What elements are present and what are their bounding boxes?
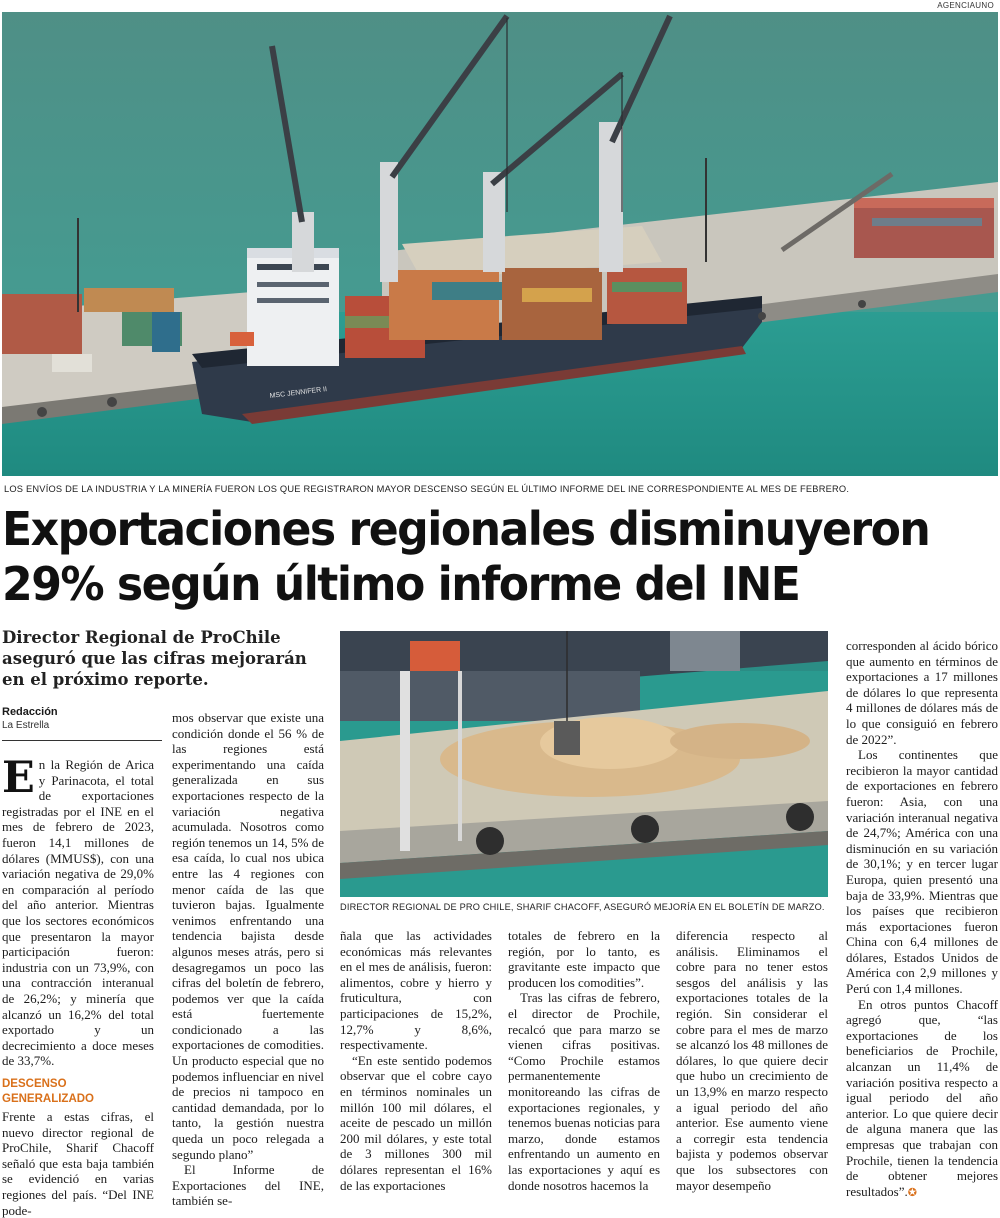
photo-credit: AGENCIAUNO [937,1,994,10]
byline-divider [2,740,162,741]
paragraph [2,753,154,1069]
section-subhead: DESCENSO GENERALIZADO [2,1077,94,1106]
paragraph-text: n la Región de Arica y Parinacota, el total de exportaciones registradas por el INE en el mes de febrero de 2023, fueron 14,1 millones de dólares (MMUS$), con una variación negativa de 29,0% en comparación al período del año anterior. Mientras que los sectores económicos que presentaron la mayor participación fueron: industria con un 73,9%, con una contracción interanual de 26,2%; y minería que alcanzó un 16,2% del total exportado y un decrecimiento a doce meses de 33,7%. [2,757,154,1069]
headline-line-1: Exportaciones regionales disminuyeron [2,502,930,556]
article-column-3 [340,928,492,1193]
paragraph [846,997,998,1201]
article-column-4 [508,928,660,1193]
paragraph: ñala que las actividades económicas más relevantes en el mes de análisis, fueron: alimentos, cobre y hierro y fruticultura, con participaciones de 15,2%, 12,7% y 8,6%, respectivamente. [340,928,492,1053]
paragraph: diferencia respecto al análisis. Eliminamos el cobre para no tener estos sesgos del análisis y las exportaciones totales de la región. Sin considerar el cobre para el mes de marzo se alcanzó los 48 millones de dólares, lo que quiere decir que hubo un crecimiento de un 13,9% en marzo respecto a igual periodo del año anterior. Ese aumento viene a corregir esta tendencia bajista y podemos observar que los subsectores con mayor desempeño [676,928,828,1193]
byline-author: Redacción [2,706,58,718]
second-photo-caption: DIRECTOR REGIONAL DE PRO CHILE, SHARIF CHACOFF, ASEGURÓ MEJORÍA EN EL BOLETÍN DE MARZO. [340,902,825,912]
second-photo [340,631,828,897]
article-column-5 [676,928,828,1193]
byline-publication: La Estrella [2,720,50,731]
paragraph: “En este sentido podemos observar que el cobre cayo en términos nominales un millón 100 mil dólares, el aceite de pescado un millón 200 mil dólares, y este total de 3 millones 300 mil dólares representan el 16% de las exportaciones [340,1052,492,1193]
deck-subtitle: Director Regional de ProChile aseguró que las cifras mejorarán en el próximo reporte. [2,628,307,689]
paragraph: mos observar que existe una condición donde el 56 % de las regiones está experimentando una caída generalizada en sus exportaciones respecto de la variación negativa acumulada. Nosotros como región tenemos un 14, 5% de esa caída, lo cual nos ubica entre las 4 regiones con menor caída de las que tuvieron bajas. Igualmente venimos enfrentando una tendencia bajista desde algunos meses atrás, pero si desagregamos un poco las cifras del boletín de febrero, podemos ver que la caída está fuertemente condicionado a las exportaciones de comodities. Un producto especial que no podemos influenciar en nivel de precios ni tampoco en cantidad demandada, por lo tanto, la gestión nuestra queda un poco relegada a segundo plano” [172,710,324,1162]
end-mark-icon: ✪ [907,1185,917,1199]
paragraph: Frente a estas cifras, el nuevo director regional de ProChile, Sharif Chacoff señaló que esta baja también se evidenció en varias regiones del país. “Del INE pode- [2,1109,154,1218]
ship-name-text: MSC JENNIFER II [269,386,328,400]
drop-cap: E [2,753,35,803]
headline [2,502,958,612]
paragraph: Tras las cifras de febrero, el director de Prochile, recalcó que para marzo se vienen cifras positivas. “Como Prochile estamos permanentemente monitoreando las cifras de exportaciones regionales, y tenemos buenas noticias para marzo, donde estamos enfrentando un aumento en las exportaciones y aquí es donde nosotros hacemos la [508,990,660,1193]
paragraph: corresponden al ácido bórico que aumento en términos de exportaciones a 17 millones de dólares lo que representa 4 millones de dólares más de lo que consiguió en febrero de 2022”. [846,638,998,747]
paragraph: Los continentes que recibieron la mayor cantidad de exportaciones en febrero fueron: Asia, con una variación interanual negativa de 24,7%; América con una disminución en su variación de 30,1%; y en tercer lugar Europa, quien presentó una baja de 33,9%. Mientras que los países que recibieron más exportaciones fueron China con 6,4 millones de dólares, Estados Unidos de América con 2,9 millones y Perú con 1,4 millones. [846,747,998,997]
headline-line-2: 29% según último informe del INE [2,557,800,611]
main-photo-caption: LOS ENVÍOS DE LA INDUSTRIA Y LA MINERÍA FUERON LOS QUE REGISTRARON MAYOR DESCENSO SEGÚN EL ÚLTIMO INFORME DEL INE CORRESPONDIENTE AL MES DE FEBRERO. [4,484,850,494]
paragraph: El Informe de Exportaciones del INE, también se- [172,1162,324,1209]
article-column-6 [846,638,998,1200]
main-photo [2,12,998,476]
paragraph: totales de febrero en la región, por lo tanto, es gravitante este impacto que producen los comodities”. [508,928,660,990]
article-column-2 [172,710,324,1209]
paragraph-text: En otros puntos Chacoff agregó que, “las exportaciones de los beneficiarios de Prochile, alcanzan un 11,4% de variación positiva respecto a igual periodo del año anterior. Lo que quiere decir de alguna manera que las empresas que trabajan con Prochile, tienen la tendencia de obtener mejores resultados”. [846,996,998,1199]
article-column-1 [2,753,154,1218]
